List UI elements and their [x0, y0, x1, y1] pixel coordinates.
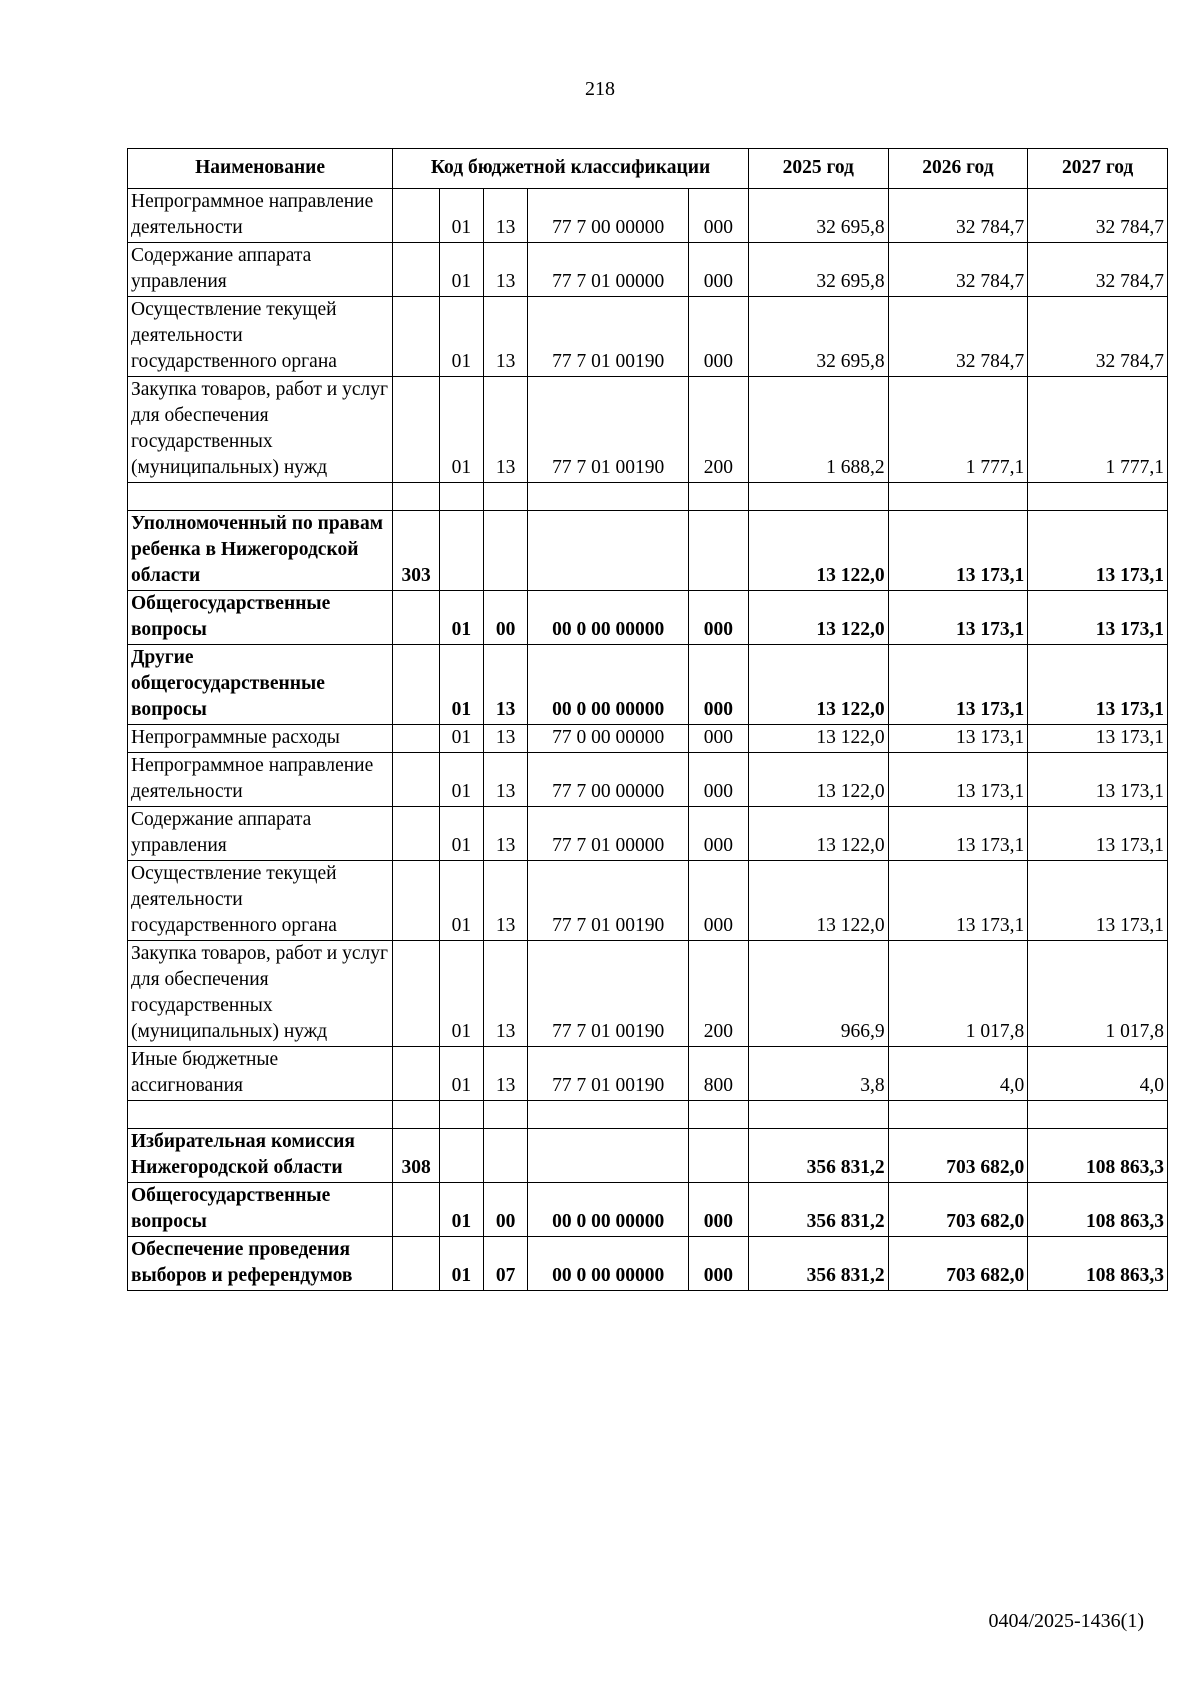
- spacer-row: [128, 483, 1168, 511]
- row-org: [393, 753, 440, 807]
- row-org: [393, 591, 440, 645]
- row-expense-type: 200: [688, 941, 748, 1047]
- row-2027: 108 863,3: [1028, 1237, 1168, 1291]
- row-name: Избирательная комиссия Нижегородской области: [128, 1129, 393, 1183]
- row-2027: 1 017,8: [1028, 941, 1168, 1047]
- row-section: 01: [440, 807, 484, 861]
- row-2025: 966,9: [748, 941, 888, 1047]
- row-name: Непрограммное направление деятельности: [128, 753, 393, 807]
- row-name: Другие общегосударственные вопросы: [128, 645, 393, 725]
- row-2025: 356 831,2: [748, 1129, 888, 1183]
- row-target-article: 00 0 00 00000: [528, 591, 688, 645]
- document-code: 0404/2025-1436(1): [988, 1610, 1144, 1632]
- row-section: 01: [440, 1183, 484, 1237]
- row-2025: 13 122,0: [748, 645, 888, 725]
- row-2027: 32 784,7: [1028, 189, 1168, 243]
- row-expense-type: 000: [688, 297, 748, 377]
- header-2027: 2027 год: [1028, 149, 1168, 189]
- table-row: [128, 297, 1168, 377]
- row-subsection: 13: [483, 189, 528, 243]
- row-expense-type: 000: [688, 591, 748, 645]
- row-section: 01: [440, 725, 484, 753]
- row-org: [393, 1237, 440, 1291]
- budget-table: [127, 148, 1168, 1291]
- row-subsection: 13: [483, 243, 528, 297]
- table-header: [128, 149, 1168, 189]
- row-2026: 1 017,8: [888, 941, 1028, 1047]
- table-row: [128, 753, 1168, 807]
- row-2025: 13 122,0: [748, 591, 888, 645]
- table-row: [128, 1047, 1168, 1101]
- row-2025: 356 831,2: [748, 1237, 888, 1291]
- row-org: [393, 861, 440, 941]
- row-expense-type: 000: [688, 189, 748, 243]
- row-2026: 13 173,1: [888, 591, 1028, 645]
- table-row: [128, 243, 1168, 297]
- row-subsection: 00: [483, 1183, 528, 1237]
- row-2026: 703 682,0: [888, 1237, 1028, 1291]
- header-name: Наименование: [128, 149, 393, 189]
- row-target-article: 00 0 00 00000: [528, 1183, 688, 1237]
- row-expense-type: 000: [688, 1237, 748, 1291]
- row-2027: 4,0: [1028, 1047, 1168, 1101]
- row-expense-type: 000: [688, 243, 748, 297]
- row-org: [393, 1183, 440, 1237]
- row-target-article: 77 7 01 00000: [528, 243, 688, 297]
- row-section: 01: [440, 377, 484, 483]
- row-subsection: 00: [483, 591, 528, 645]
- page-number: 218: [585, 78, 615, 100]
- table-row: [128, 861, 1168, 941]
- row-2027: 13 173,1: [1028, 511, 1168, 591]
- row-section: 01: [440, 861, 484, 941]
- row-2026: 1 777,1: [888, 377, 1028, 483]
- table-row: [128, 189, 1168, 243]
- row-target-article: 77 7 01 00190: [528, 1047, 688, 1101]
- row-expense-type: 200: [688, 377, 748, 483]
- row-2026: 13 173,1: [888, 725, 1028, 753]
- row-2026: 32 784,7: [888, 297, 1028, 377]
- row-2025: 1 688,2: [748, 377, 888, 483]
- row-name: Общегосударственные вопросы: [128, 591, 393, 645]
- row-2027: 32 784,7: [1028, 297, 1168, 377]
- row-subsection: 13: [483, 645, 528, 725]
- row-2026: 13 173,1: [888, 645, 1028, 725]
- row-subsection: 13: [483, 297, 528, 377]
- row-org: [393, 243, 440, 297]
- row-2027: 32 784,7: [1028, 243, 1168, 297]
- row-target-article: [528, 511, 688, 591]
- row-org: [393, 377, 440, 483]
- row-2025: 3,8: [748, 1047, 888, 1101]
- row-target-article: 00 0 00 00000: [528, 1237, 688, 1291]
- header-code: Код бюджетной классификации: [393, 149, 749, 189]
- row-org: 303: [393, 511, 440, 591]
- row-subsection: 07: [483, 1237, 528, 1291]
- row-2026: 32 784,7: [888, 189, 1028, 243]
- row-subsection: 13: [483, 753, 528, 807]
- row-2026: 13 173,1: [888, 511, 1028, 591]
- row-2027: 1 777,1: [1028, 377, 1168, 483]
- table-row: [128, 1237, 1168, 1291]
- row-2025: 13 122,0: [748, 753, 888, 807]
- row-org: [393, 297, 440, 377]
- row-2026: 32 784,7: [888, 243, 1028, 297]
- row-expense-type: 000: [688, 753, 748, 807]
- row-subsection: 13: [483, 725, 528, 753]
- row-target-article: 77 0 00 00000: [528, 725, 688, 753]
- row-2027: 108 863,3: [1028, 1129, 1168, 1183]
- row-2027: 13 173,1: [1028, 591, 1168, 645]
- row-expense-type: 000: [688, 807, 748, 861]
- row-target-article: [528, 1129, 688, 1183]
- row-section: [440, 1129, 484, 1183]
- row-section: 01: [440, 189, 484, 243]
- row-name: Закупка товаров, работ и услуг для обеспечения государственных (муниципальных) нужд: [128, 941, 393, 1047]
- row-name: Осуществление текущей деятельности государственного органа: [128, 861, 393, 941]
- row-org: [393, 189, 440, 243]
- header-2026: 2026 год: [888, 149, 1028, 189]
- spacer-row: [128, 1101, 1168, 1129]
- row-target-article: 77 7 01 00190: [528, 861, 688, 941]
- table-row: [128, 1129, 1168, 1183]
- row-target-article: 77 7 01 00000: [528, 807, 688, 861]
- row-expense-type: [688, 1129, 748, 1183]
- row-subsection: 13: [483, 807, 528, 861]
- table-row: [128, 645, 1168, 725]
- row-2025: 13 122,0: [748, 807, 888, 861]
- row-name: Непрограммное направление деятельности: [128, 189, 393, 243]
- table-row: [128, 591, 1168, 645]
- row-expense-type: 000: [688, 725, 748, 753]
- row-expense-type: 000: [688, 645, 748, 725]
- row-2026: 4,0: [888, 1047, 1028, 1101]
- row-2026: 703 682,0: [888, 1129, 1028, 1183]
- row-2025: 32 695,8: [748, 189, 888, 243]
- row-org: [393, 645, 440, 725]
- row-target-article: 77 7 00 00000: [528, 189, 688, 243]
- header-2025: 2025 год: [748, 149, 888, 189]
- row-name: Обеспечение проведения выборов и референдумов: [128, 1237, 393, 1291]
- row-2025: 13 122,0: [748, 861, 888, 941]
- row-name: Непрограммные расходы: [128, 725, 393, 753]
- row-2027: 108 863,3: [1028, 1183, 1168, 1237]
- row-2027: 13 173,1: [1028, 807, 1168, 861]
- row-subsection: [483, 511, 528, 591]
- row-2025: 32 695,8: [748, 297, 888, 377]
- row-section: 01: [440, 591, 484, 645]
- row-subsection: 13: [483, 861, 528, 941]
- row-name: Закупка товаров, работ и услуг для обеспечения государственных (муниципальных) нужд: [128, 377, 393, 483]
- table-row: [128, 725, 1168, 753]
- row-name: Уполномоченный по правам ребенка в Нижегородской области: [128, 511, 393, 591]
- row-2026: 13 173,1: [888, 861, 1028, 941]
- row-name: Содержание аппарата управления: [128, 807, 393, 861]
- row-2027: 13 173,1: [1028, 725, 1168, 753]
- row-subsection: 13: [483, 1047, 528, 1101]
- table-row: [128, 1183, 1168, 1237]
- row-section: 01: [440, 645, 484, 725]
- table-row: [128, 511, 1168, 591]
- row-subsection: 13: [483, 377, 528, 483]
- row-2026: 13 173,1: [888, 753, 1028, 807]
- row-expense-type: 000: [688, 861, 748, 941]
- row-org: [393, 1047, 440, 1101]
- table-row: [128, 807, 1168, 861]
- row-2027: 13 173,1: [1028, 753, 1168, 807]
- row-org: [393, 941, 440, 1047]
- row-section: 01: [440, 941, 484, 1047]
- row-org: [393, 725, 440, 753]
- row-section: 01: [440, 1237, 484, 1291]
- row-subsection: 13: [483, 941, 528, 1047]
- row-2025: 13 122,0: [748, 725, 888, 753]
- row-2027: 13 173,1: [1028, 861, 1168, 941]
- row-2027: 13 173,1: [1028, 645, 1168, 725]
- row-section: 01: [440, 243, 484, 297]
- table-row: [128, 941, 1168, 1047]
- row-2026: 13 173,1: [888, 807, 1028, 861]
- row-section: 01: [440, 297, 484, 377]
- row-org: 308: [393, 1129, 440, 1183]
- row-section: 01: [440, 753, 484, 807]
- row-name: Иные бюджетные ассигнования: [128, 1047, 393, 1101]
- row-section: 01: [440, 1047, 484, 1101]
- row-target-article: 77 7 01 00190: [528, 941, 688, 1047]
- row-2025: 13 122,0: [748, 511, 888, 591]
- row-name: Общегосударственные вопросы: [128, 1183, 393, 1237]
- row-name: Осуществление текущей деятельности государственного органа: [128, 297, 393, 377]
- row-name: Содержание аппарата управления: [128, 243, 393, 297]
- row-target-article: 77 7 01 00190: [528, 377, 688, 483]
- row-expense-type: 000: [688, 1183, 748, 1237]
- row-target-article: 77 7 01 00190: [528, 297, 688, 377]
- table-row: [128, 377, 1168, 483]
- row-target-article: 77 7 00 00000: [528, 753, 688, 807]
- row-expense-type: 800: [688, 1047, 748, 1101]
- row-org: [393, 807, 440, 861]
- row-target-article: 00 0 00 00000: [528, 645, 688, 725]
- row-2025: 32 695,8: [748, 243, 888, 297]
- row-section: [440, 511, 484, 591]
- row-subsection: [483, 1129, 528, 1183]
- row-2025: 356 831,2: [748, 1183, 888, 1237]
- row-expense-type: [688, 511, 748, 591]
- row-2026: 703 682,0: [888, 1183, 1028, 1237]
